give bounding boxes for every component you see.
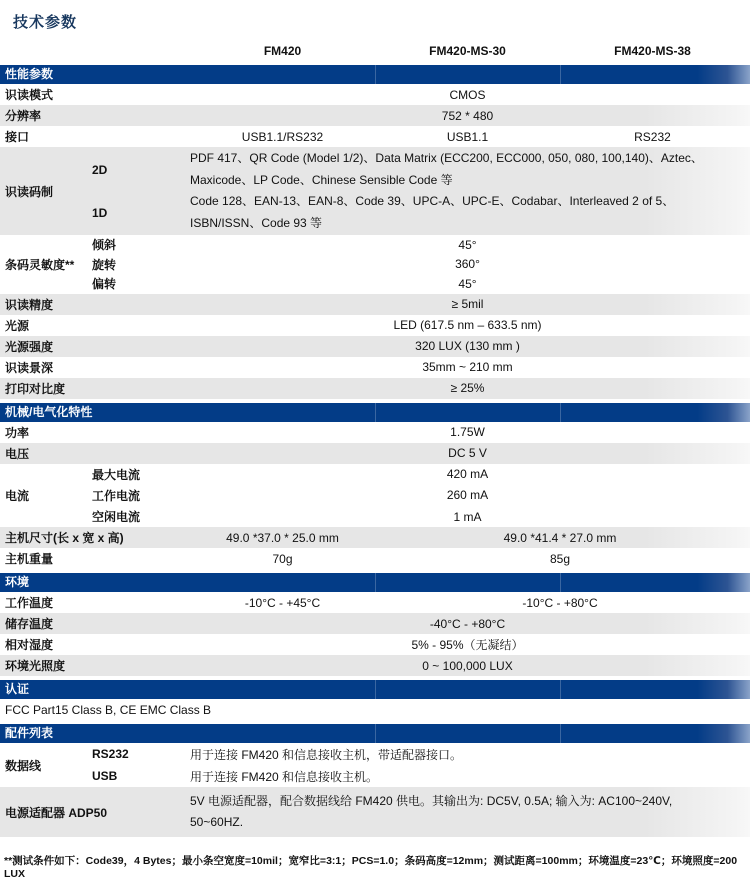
row-label: 储存温度: [5, 617, 54, 632]
row-label: 条码灵敏度**: [5, 257, 75, 272]
row-certification: [0, 699, 750, 720]
value-fm420-ms: 85g: [549, 551, 571, 566]
row-light-source: [0, 315, 750, 336]
power-adapter-desc-line1: 5V 电源适配器，配合数据线给 FM420 供电。其输出为: DC5V, 0.5A; 输入为: AC100~240V,: [190, 794, 673, 809]
row-value: 0 ~ 100,000 LUX: [422, 658, 513, 673]
sub-label-2d: 2D: [92, 162, 108, 177]
value-fm420-ms: -10°C - +80°C: [522, 595, 598, 610]
row-label: 环境光照度: [5, 659, 66, 674]
current-idle: [92, 506, 745, 527]
row-humidity: [0, 634, 750, 655]
row-label: 分辨率: [5, 109, 42, 123]
row-label: 工作温度: [5, 596, 54, 611]
row-current: [0, 464, 750, 528]
current-max: [92, 464, 745, 485]
symbology-2d: [92, 148, 743, 191]
section-accessories: 配件列表: [0, 724, 750, 743]
value-fm420: -10°C - +45°C: [244, 595, 321, 610]
power-adapter-desc-line2: 50~60HZ.: [190, 815, 244, 830]
sub-label: 空闲电流: [92, 510, 141, 525]
row-operating-temp: [0, 592, 750, 613]
sub-value: 360°: [455, 257, 480, 272]
section-performance: 性能参数: [0, 65, 750, 84]
data-cable-rs232: [92, 743, 745, 765]
sub-value: 420 mA: [446, 467, 489, 482]
sub-desc: 用于连接 FM420 和信息接收主机。: [190, 769, 379, 784]
row-ambient-light: [0, 655, 750, 676]
certification-value: FCC Part15 Class B, CE EMC Class B: [5, 702, 212, 717]
sensitivity-rotation: [92, 255, 745, 275]
row-value: ≥ 25%: [450, 381, 485, 395]
column-header-fm420-ms-30: FM420-MS-30: [429, 44, 506, 58]
sensitivity-list: [92, 235, 745, 294]
row-sensitivity: [0, 235, 750, 294]
section-environment: 环境: [0, 573, 750, 592]
row-weight: [0, 548, 750, 569]
row-label: 数据线: [5, 758, 42, 773]
row-label: 识读码制: [5, 184, 54, 199]
row-value: 320 LUX (130 mm ): [415, 339, 520, 353]
row-resolution: [0, 105, 750, 126]
row-symbology: [0, 147, 750, 235]
row-label: 电压: [5, 446, 30, 461]
sensitivity-tilt: [92, 235, 745, 255]
sub-label-1d: 1D: [92, 205, 108, 220]
row-value: -40°C - +80°C: [429, 616, 506, 631]
test-conditions-footnote: **测试条件如下：Code39，4 Bytes；最小条空宽度=10mil；宽窄比=3:1；PCS=1.0；条码高度=12mm；测试距离=100mm；环境温度=23℃；环境照度=200 LUX: [4, 855, 738, 881]
sub-label: 倾斜: [92, 238, 117, 253]
row-voltage: [0, 443, 750, 464]
row-label: 电流: [5, 488, 30, 503]
power-adapter-desc: [190, 791, 743, 833]
sub-label: 偏转: [92, 277, 117, 292]
row-data-cable: [0, 743, 750, 787]
row-value: 35mm ~ 210 mm: [422, 360, 513, 374]
symbology-2d-codes: PDF 417、QR Code (Model 1/2)、Data Matrix (ECC200, ECC000, 050, 080, 100,140)、Aztec、Maxicode、LP Code、Chinese Sensible Code 等: [190, 151, 703, 187]
row-label: 识读精度: [5, 297, 54, 312]
sub-value: 1 mA: [453, 509, 482, 524]
row-depth-of-field: [0, 357, 750, 378]
sub-value: 260 mA: [446, 488, 489, 503]
current-list: [92, 464, 745, 528]
row-value: ≥ 5mil: [451, 297, 484, 311]
sensitivity-skew: [92, 274, 745, 294]
row-label: 电源适配器 ADP50: [5, 805, 108, 820]
symbology-1d: [92, 191, 743, 234]
row-label: 功率: [5, 425, 30, 440]
row-label: 光源: [5, 318, 30, 333]
row-label: 打印对比度: [5, 381, 66, 396]
row-interface: [0, 126, 750, 147]
column-header-fm420-ms-38: FM420-MS-38: [614, 44, 691, 58]
page-title: 技术参数: [13, 14, 78, 31]
value-fm420-ms-30: USB1.1: [446, 129, 489, 144]
sub-desc: 用于连接 FM420 和信息接收主机，带适配器接口。: [190, 747, 463, 762]
row-print-contrast: [0, 378, 750, 399]
row-value: 5% - 95%（无凝结）: [411, 638, 524, 653]
row-label: 识读景深: [5, 360, 54, 375]
row-power: [0, 422, 750, 443]
value-fm420-ms: 49.0 *41.4 * 27.0 mm: [503, 530, 617, 545]
value-fm420: USB1.1/RS232: [241, 129, 324, 144]
row-value: 1.75W: [450, 425, 485, 439]
value-fm420: 49.0 *37.0 * 25.0 mm: [226, 530, 339, 545]
row-light-intensity: [0, 336, 750, 357]
section-certification: 认证: [0, 680, 750, 699]
symbology-list: [92, 147, 743, 235]
row-storage-temp: [0, 613, 750, 634]
row-value: CMOS: [449, 87, 486, 102]
row-label: 识读模式: [5, 88, 54, 102]
current-working: [92, 485, 745, 506]
row-precision: [0, 294, 750, 315]
symbology-1d-codes: Code 128、EAN-13、EAN-8、Code 39、UPC-A、UPC-E、Codabar、Interleaved 2 of 5、ISBN/ISSN、Code 93 等: [190, 194, 675, 230]
row-label: 光源强度: [5, 339, 54, 354]
row-value: DC 5 V: [448, 446, 487, 460]
column-header-fm420: FM420: [263, 44, 302, 58]
data-cable-usb: [92, 765, 745, 787]
column-header-row: [0, 41, 750, 61]
row-value: 752 * 480: [441, 108, 494, 123]
sub-label: RS232: [92, 747, 129, 762]
row-dimensions: [0, 527, 750, 548]
sub-label: 最大电流: [92, 467, 141, 482]
row-label: 主机尺寸(长 x 宽 x 高): [5, 531, 124, 546]
sub-label: 旋转: [92, 257, 117, 272]
row-reading-mode: [0, 84, 750, 105]
value-fm420: 70g: [272, 551, 293, 566]
sub-value: 45°: [458, 276, 477, 291]
value-fm420-ms-38: RS232: [634, 129, 671, 144]
sub-value: 45°: [458, 237, 477, 252]
sub-label: 工作电流: [92, 488, 141, 503]
row-label: 主机重量: [5, 552, 54, 567]
row-label: 接口: [5, 130, 30, 144]
data-cable-list: [92, 743, 745, 787]
sub-label: USB: [92, 769, 118, 784]
spec-sheet: [0, 11, 750, 880]
row-power-adapter: [0, 787, 750, 837]
section-mechanical: 机械/电气化特性: [0, 403, 750, 422]
row-label: 相对湿度: [5, 638, 54, 653]
row-value: LED (617.5 nm – 633.5 nm): [393, 318, 542, 332]
